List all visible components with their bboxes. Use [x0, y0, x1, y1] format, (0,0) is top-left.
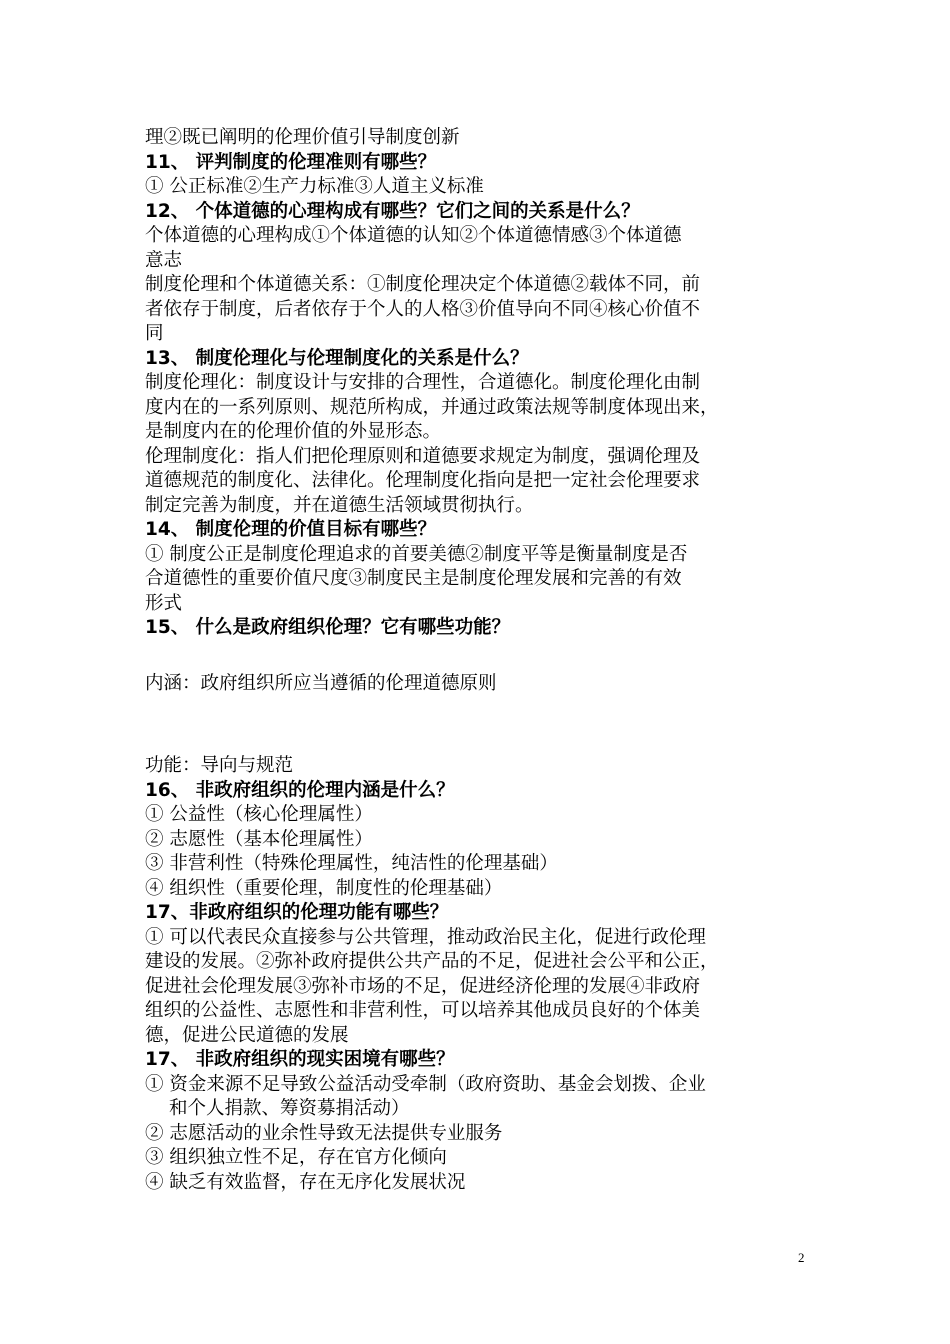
body-text: 意志 — [145, 249, 183, 271]
body-text: 同 — [145, 323, 164, 344]
list-item: ① 公益性（核心伦理属性） — [145, 804, 373, 825]
body-text: 伦理制度化：指人们把伦理原则和道德要求规定为制度，强调伦理及 — [145, 445, 701, 467]
body-text: 合道德性的重要价值尺度③制度民主是制度伦理发展和完善的有效 — [145, 568, 682, 589]
body-text: 理②既已阐明的伦理价值引导制度创新 — [145, 127, 460, 148]
body-text: 内涵：政府组织所应当遵循的伦理道德原则 — [145, 672, 497, 694]
list-item: ② 志愿活动的业余性导致无法提供专业服务 — [145, 1122, 503, 1144]
body-text: 道德规范的制度化、法律化。伦理制度化指向是把一定社会伦理要求 — [145, 470, 701, 491]
body-text: 功能：导向与规范 — [145, 755, 294, 776]
body-text: 组织的公益性、志愿性和非营利性，可以培养其他成员良好的个体美 — [145, 1000, 701, 1021]
body-text: 促进社会伦理发展③弥补市场的不足，促进经济伦理的发展④非政府 — [145, 975, 701, 997]
body-text: 是制度内在的伦理价值的外显形态。 — [145, 421, 442, 442]
question-heading: 14、 制度伦理的价值目标有哪些？ — [145, 519, 437, 540]
blank-space — [145, 696, 815, 754]
list-item: ② 志愿性（基本伦理属性） — [145, 828, 373, 850]
body-text: 德，促进公民道德的发展 — [145, 1024, 349, 1046]
list-item: ③ 非营利性（特殊伦理属性，纯洁性的伦理基础） — [145, 853, 558, 874]
question-heading: 11、 评判制度的伦理准则有哪些？ — [145, 151, 437, 173]
body-text: 个体道德的心理构成①个体道德的认知②个体道德情感③个体道德 — [145, 225, 682, 246]
body-text: ① 可以代表民众直接参与公共管理，推动政治民主化，促进行政伦理 — [145, 926, 706, 948]
body-text: 度内在的一系列原则、规范所构成，并通过政策法规等制度体现出来， — [145, 396, 719, 418]
question-heading: 15、 什么是政府组织伦理？它有哪些功能？ — [145, 617, 511, 638]
list-item: ④ 组织性（重要伦理，制度性的伦理基础） — [145, 877, 503, 899]
question-heading: 13、 制度伦理化与伦理制度化的关系是什么？ — [145, 347, 529, 369]
body-text: 建设的发展。②弥补政府提供公共产品的不足，促进社会公平和公正， — [145, 951, 719, 972]
question-heading: 12、 个体道德的心理构成有哪些？它们之间的关系是什么？ — [145, 200, 640, 222]
page-body — [145, 126, 815, 1195]
list-item: ③ 组织独立性不足，存在官方化倾向 — [145, 1147, 447, 1168]
question-heading: 17、 非政府组织的现实困境有哪些？ — [145, 1049, 455, 1070]
body-text: 形式 — [145, 592, 183, 614]
question-heading: 17、非政府组织的伦理功能有哪些？ — [145, 902, 449, 923]
list-item: ① 资金来源不足导致公益活动受牵制（政府资助、基金会划拨、企业 — [145, 1073, 706, 1095]
body-text: ① 制度公正是制度伦理追求的首要美德②制度平等是衡量制度是否 — [145, 543, 688, 565]
list-item: ④ 缺乏有效监督，存在无序化发展状况 — [145, 1171, 466, 1193]
body-text: 制定完善为制度，并在道德生活领域贯彻执行。 — [145, 494, 534, 516]
body-text: 制度伦理和个体道德关系：①制度伦理决定个体道德②载体不同，前 — [145, 274, 701, 295]
body-text: 制度伦理化：制度设计与安排的合理性，合道德化。制度伦理化由制 — [145, 372, 701, 393]
body-text: ① 公正标准②生产力标准③人道主义标准 — [145, 176, 484, 197]
blank-space — [145, 641, 815, 672]
page-number: 2 — [798, 1250, 805, 1265]
body-text: 者依存于制度，后者依存于个人的人格③价值导向不同④核心价值不 — [145, 298, 701, 320]
question-heading: 16、 非政府组织的伦理内涵是什么？ — [145, 779, 455, 801]
list-item-continuation: 和个人捐款、筹资募捐活动） — [169, 1098, 410, 1119]
